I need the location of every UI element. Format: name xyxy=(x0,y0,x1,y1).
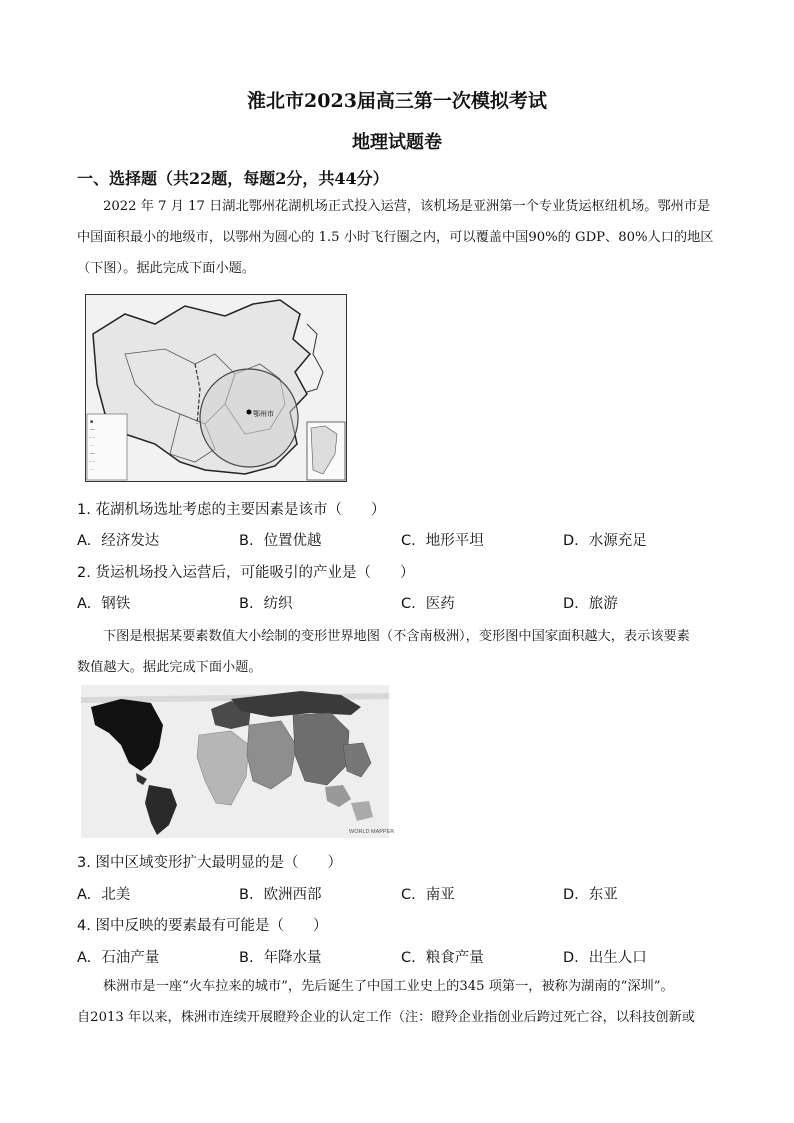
exam-title: 淮北市2023届高三第一次模拟考试 xyxy=(247,90,547,112)
passage-1-line-1: 2022 年 7 月 17 日湖北鄂州花湖机场正式投入运营，该机场是亚洲第一个专业货运枢纽机场。鄂州市是 xyxy=(103,199,711,214)
legend-item: - - xyxy=(90,435,95,441)
legend-item: ·· xyxy=(90,467,94,473)
passage-2 xyxy=(77,621,727,683)
exam-subtitle: 地理试题卷 xyxy=(352,132,442,153)
passage-2-line-1: 下图是根据某要素数值大小绘制的变形世界地图（不含南极洲），变形图中国家面积越大，表示该要素 xyxy=(103,629,690,644)
q4-option-a[interactable]: A. 石油产量 xyxy=(77,950,160,966)
passage-3-line-1: 株洲市是一座“火车拉来的城市”，先后诞生了中国工业史上的345 项第一，被称为湖南的“深圳”。 xyxy=(103,979,674,994)
question-3-stem: 3. 图中区域变形扩大最明显的是（ ） xyxy=(77,855,342,871)
cartogram-svg xyxy=(81,685,395,838)
cartogram-watermark: WORLD MAPPER xyxy=(349,829,395,835)
q3-option-d[interactable]: D. 东亚 xyxy=(563,887,618,903)
q2-option-c[interactable]: C. 医药 xyxy=(401,596,455,612)
legend-item: ·· xyxy=(90,443,94,449)
ezhou-label: 鄂州市 xyxy=(253,411,274,418)
q4-option-b[interactable]: B. 年降水量 xyxy=(239,950,322,966)
figure-china-map xyxy=(85,294,347,482)
q4-option-d[interactable]: D. 出生人口 xyxy=(563,950,647,966)
passage-2-line-2: 数值越大。据此完成下面小题。 xyxy=(77,660,262,675)
question-1-stem: 1. 花湖机场选址考虑的主要因素是该市（ ） xyxy=(77,502,386,518)
legend-item: — xyxy=(90,451,95,457)
q2-option-b[interactable]: B. 纺织 xyxy=(239,596,293,612)
passage-1-line-2: 中国面积最小的地级市，以鄂州为圆心的 1.5 小时飞行圈之内，可以覆盖中国90%的 GDP、80%人口的地区 xyxy=(77,230,714,245)
passage-1-line-3: （下图）。据此完成下面小题。 xyxy=(77,261,256,276)
question-4-stem: 4. 图中反映的要素最有可能是（ ） xyxy=(77,918,328,934)
q3-option-c[interactable]: C. 南亚 xyxy=(401,887,455,903)
q1-option-d[interactable]: D. 水源充足 xyxy=(563,533,647,549)
legend-item: ■ xyxy=(90,419,94,425)
flight-circle xyxy=(200,369,298,467)
figure-cartogram xyxy=(81,685,395,838)
passage-3-line-2: 自2013 年以来，株洲市连续开展瞪羚企业的认定工作（注：瞪羚企业指创业后跨过死亡谷，以科技创新或 xyxy=(77,1010,695,1025)
passage-1 xyxy=(77,191,727,284)
q3-option-a[interactable]: A. 北美 xyxy=(77,887,131,903)
q2-option-d[interactable]: D. 旅游 xyxy=(563,596,618,612)
section-heading: 一、选择题（共22题，每题2分，共44分） xyxy=(77,169,389,188)
passage-3 xyxy=(77,971,727,1033)
china-map-svg xyxy=(85,294,347,482)
q1-option-b[interactable]: B. 位置优越 xyxy=(239,533,322,549)
q3-option-b[interactable]: B. 欧洲西部 xyxy=(239,887,322,903)
ezhou-marker xyxy=(247,410,252,415)
legend-item: - - xyxy=(90,459,95,465)
q4-option-c[interactable]: C. 粮食产量 xyxy=(401,950,484,966)
question-2-stem: 2. 货运机场投入运营后，可能吸引的产业是（ ） xyxy=(77,565,415,581)
q1-option-c[interactable]: C. 地形平坦 xyxy=(401,533,484,549)
q2-option-a[interactable]: A. 钢铁 xyxy=(77,596,131,612)
legend-item: — xyxy=(90,427,95,433)
q1-option-a[interactable]: A. 经济发达 xyxy=(77,533,160,549)
